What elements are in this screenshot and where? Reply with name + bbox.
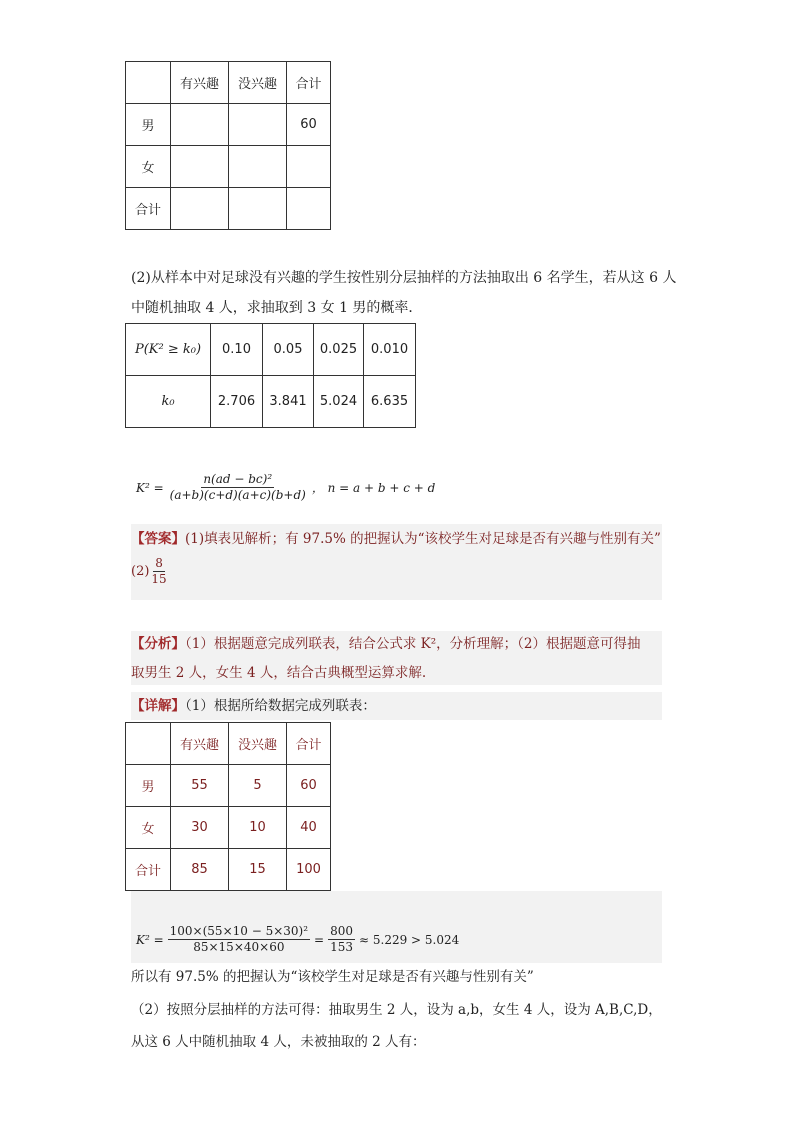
table-cell: 40 [287,807,331,849]
table-cell: 合计 [287,62,331,104]
question-2-line-1: (2)从样本中对足球没有兴趣的学生按性别分层抽样的方法抽取出 6 名学生，若从这 6 人 [131,270,677,286]
answer-part2-label: (2) [131,564,150,579]
analysis-text-1: （1）根据题意完成列联表，结合公式求 K²，分析理解；（2）根据题意可得抽 [185,636,641,652]
table-cell [229,104,287,146]
answer-line [131,527,661,551]
table-cell: 合计 [287,723,331,765]
table-cell: 男 [126,104,171,146]
table-row [126,104,331,146]
table-cell: 0.05 [263,324,314,376]
table-cell: 0.025 [314,324,364,376]
table-header-row [126,723,331,765]
detail-line [131,694,376,718]
table-cell: 100 [287,849,331,891]
calc-tail: ≈ 5.229 > 5.024 [359,932,460,947]
table-cell: 5.024 [314,376,364,428]
table-cell: 5 [229,765,287,807]
answer-tag: 【答案】 [131,531,185,547]
detail-text: （1）根据所给数据完成列联表： [185,698,376,714]
table-row [126,807,331,849]
part-2-line-2: 从这 6 人中随机抽取 4 人，未被抽取的 2 人有： [131,1034,426,1050]
calc-num-2: 800 [330,924,353,938]
table-row [126,765,331,807]
table-cell: 60 [287,765,331,807]
table-row [126,146,331,188]
table-cell [171,146,229,188]
table-cell: 男 [126,765,171,807]
analysis-line-2: 取男生 2 人，女生 4 人，结合古典概型运算求解. [131,665,427,681]
table-cell: 60 [287,104,331,146]
table-cell [287,188,331,230]
answer-fraction [149,556,168,587]
answer-frac-num: 8 [155,556,163,570]
table-cell [126,723,171,765]
contingency-table-blank [125,61,331,230]
table-row [126,376,416,428]
calc-den-1: 85×15×40×60 [193,940,285,954]
table-cell: 有兴趣 [171,723,229,765]
contingency-table-filled [125,722,331,891]
conclusion-line: 所以有 97.5% 的把握认为“该校学生对足球是否有兴趣与性别有关” [131,969,534,985]
calc-fraction-2 [328,924,355,955]
answer-frac-den: 15 [151,572,167,586]
formula-numerator: n(ad − bc)² [203,472,273,486]
detail-tag: 【详解】 [131,698,185,714]
table-cell: 85 [171,849,229,891]
table-row [126,324,416,376]
table-row [126,188,331,230]
calc-fraction-1 [168,924,310,955]
table-cell [171,104,229,146]
table-cell [171,188,229,230]
table-cell: 30 [171,807,229,849]
table-cell: 15 [229,849,287,891]
table-cell: 没兴趣 [229,723,287,765]
analysis-line-1 [131,632,640,656]
table-row [126,849,331,891]
k0-label: k₀ [126,376,211,428]
table-cell: 有兴趣 [171,62,229,104]
table-cell: 女 [126,807,171,849]
answer-text: (1)填表见解析；有 97.5% 的把握认为“该校学生对足球是否有兴趣与性别有关” [185,531,661,547]
formula-denominator: (a+b)(c+d)(a+c)(b+d) [169,488,306,502]
chi-square-formula [136,472,435,503]
table-cell [229,146,287,188]
table-cell: 女 [126,146,171,188]
formula-tail: ， n = a + b + c + d [311,481,436,495]
calculation-formula [136,924,459,955]
analysis-tag: 【分析】 [131,636,185,652]
calc-den-2: 153 [330,940,353,954]
table-cell: 没兴趣 [229,62,287,104]
probability-label: P(K² ≥ k₀) [126,324,211,376]
table-cell: 0.010 [364,324,416,376]
table-cell: 2.706 [211,376,263,428]
part-2-line-1: （2）按照分层抽样的方法可得：抽取男生 2 人，设为 a,b，女生 4 人，设为 A,B,C,D， [131,1002,662,1018]
table-cell: 合计 [126,188,171,230]
table-cell [229,188,287,230]
answer-part-2 [131,556,169,587]
table-cell: 0.10 [211,324,263,376]
table-cell: 合计 [126,849,171,891]
calc-eq: = [314,932,325,947]
table-cell: 55 [171,765,229,807]
formula-lhs: K² = [136,480,164,495]
question-2-line-2: 中随机抽取 4 人，求抽取到 3 女 1 男的概率． [131,300,423,316]
table-header-row [126,62,331,104]
table-cell [287,146,331,188]
table-cell: 10 [229,807,287,849]
critical-value-table [125,323,416,428]
calc-lhs: K² = [136,932,164,947]
table-cell: 6.635 [364,376,416,428]
calc-num-1: 100×(55×10 − 5×30)² [169,924,309,938]
table-cell [126,62,171,104]
formula-fraction [168,472,308,503]
table-cell: 3.841 [263,376,314,428]
